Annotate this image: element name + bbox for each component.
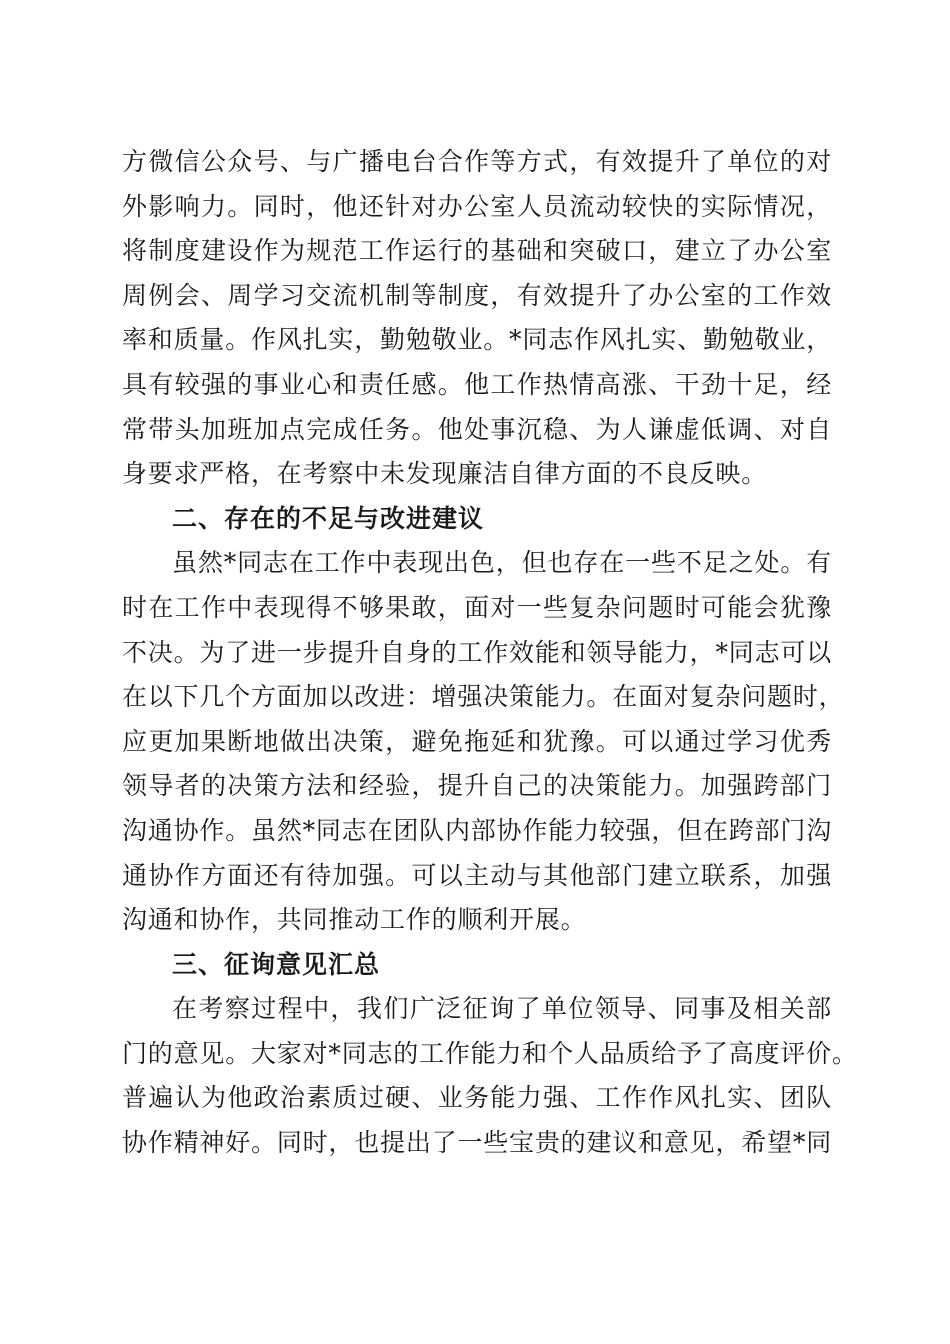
text-line: 常带头加班加点完成任务。他处事沉稳、为人谦虚低调、对自 [122, 414, 832, 444]
text-line: 普遍认为他政治素质过硬、业务能力强、工作作风扎实、团队 [122, 1083, 832, 1113]
text-line: 在考察过程中，我们广泛征询了单位领导、同事及相关部 [172, 994, 832, 1024]
section-heading-shortcomings: 二、存在的不足与改进建议 [172, 503, 485, 533]
text-line: 不决。为了进一步提升自身的工作效能和领导能力，*同志可以 [122, 637, 832, 667]
text-line: 周例会、周学习交流机制等制度，有效提升了办公室的工作效 [122, 280, 832, 310]
text-line: 将制度建设作为规范工作运行的基础和突破口，建立了办公室 [122, 236, 832, 266]
text-line: 方微信公众号、与广播电台合作等方式，有效提升了单位的对 [122, 147, 832, 176]
text-line: 领导者的决策方法和经验，提升自己的决策能力。加强跨部门 [122, 771, 832, 801]
text-line: 率和质量。作风扎实，勤勉敬业。*同志作风扎实、勤勉敬业， [122, 325, 832, 355]
paragraph-opinions [122, 987, 858, 1165]
text-line: 外影响力。同时，他还针对办公室人员流动较快的实际情况， [122, 191, 832, 221]
text-line: 时在工作中表现得不够果敢，面对一些复杂问题时可能会犹豫 [122, 592, 832, 622]
text-line: 在以下几个方面加以改进：增强决策能力。在面对复杂问题时， [122, 682, 845, 712]
text-line: 沟通协作。虽然*同志在团队内部协作能力较强，但在跨部门沟 [122, 815, 832, 845]
text-line: 通协作方面还有待加强。可以主动与其他部门建立联系，加强 [122, 860, 832, 890]
text-line: 虽然*同志在工作中表现出色，但也存在一些不足之处。有 [172, 548, 832, 578]
paragraph-shortcomings [122, 541, 845, 942]
text-line: 门的意见。大家对*同志的工作能力和个人品质给予了高度评价。 [122, 1038, 858, 1068]
text-line: 协作精神好。同时，也提出了一些宝贵的建议和意见，希望*同 [122, 1128, 832, 1158]
text-line: 应更加果断地做出决策，避免拖延和犹豫。可以通过学习优秀 [122, 726, 832, 756]
text-line: 身要求严格，在考察中未发现廉洁自律方面的不良反映。 [122, 459, 768, 489]
section-heading-opinions: 三、征询意见汇总 [172, 949, 381, 979]
paragraph-evaluation-continued [122, 140, 832, 497]
text-line: 沟通和协作，共同推动工作的顺利开展。 [122, 905, 587, 935]
document-body [122, 140, 858, 1166]
text-line: 具有较强的事业心和责任感。他工作热情高涨、干劲十足，经 [122, 369, 832, 399]
